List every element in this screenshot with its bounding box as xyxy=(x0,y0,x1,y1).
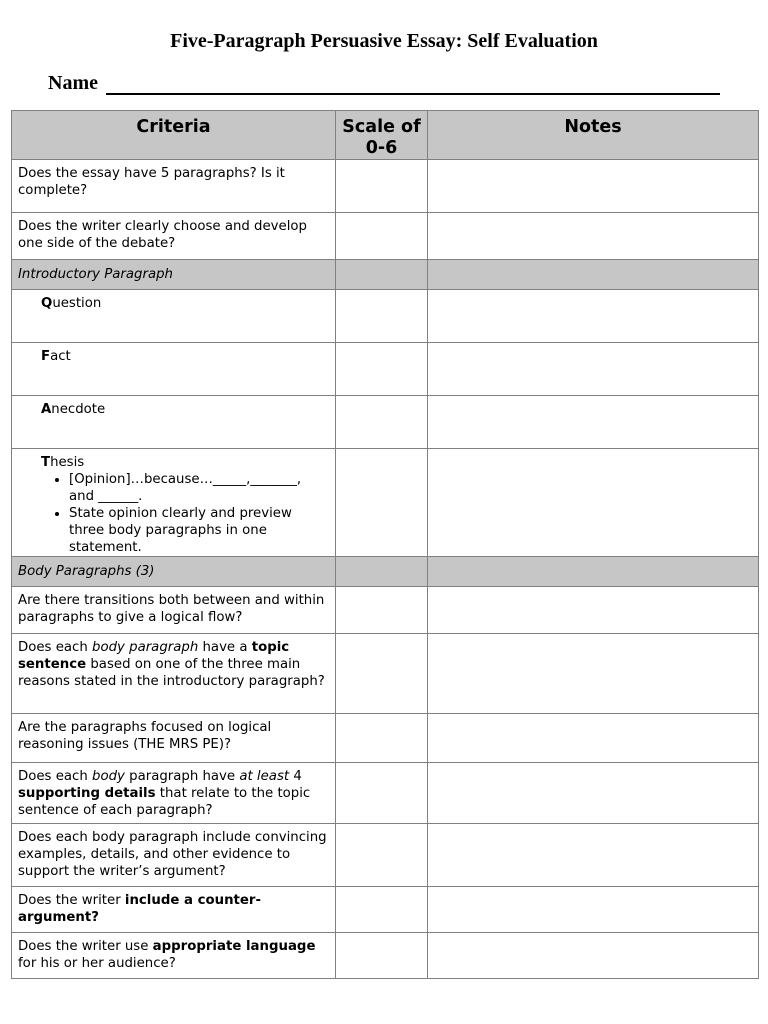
criteria-cell xyxy=(12,290,336,343)
criteria-cell xyxy=(12,396,336,449)
scale-cell[interactable] xyxy=(336,449,428,557)
criteria-text: for his or her audience? xyxy=(18,956,176,971)
list-item: • [Opinion]…because…_____,_______, and ______. xyxy=(69,471,329,505)
notes-cell[interactable] xyxy=(428,396,759,449)
table-row xyxy=(12,933,759,979)
section-notes-cell xyxy=(428,260,759,290)
notes-header: Notes xyxy=(428,111,759,160)
notes-cell[interactable] xyxy=(428,763,759,824)
notes-cell[interactable] xyxy=(428,887,759,933)
section-row-intro xyxy=(12,260,759,290)
list-item: • State opinion clearly and preview three body paragraphs in one statement. xyxy=(69,505,329,556)
section-row-body xyxy=(12,557,759,587)
name-line[interactable] xyxy=(106,93,720,95)
criteria-cell xyxy=(12,887,336,933)
table-row xyxy=(12,887,759,933)
notes-cell[interactable] xyxy=(428,824,759,887)
section-scale-cell xyxy=(336,260,428,290)
notes-cell[interactable] xyxy=(428,587,759,634)
table-row xyxy=(12,343,759,396)
table-row xyxy=(12,213,759,260)
criteria-text: Does each xyxy=(18,640,93,655)
criteria-emphasis: body paragraph xyxy=(92,640,199,655)
section-notes-cell xyxy=(428,557,759,587)
criteria-text: Does each xyxy=(18,769,93,784)
criteria-text: 4 xyxy=(289,769,302,784)
scale-cell[interactable] xyxy=(336,160,428,213)
notes-cell[interactable] xyxy=(428,714,759,763)
scale-cell[interactable] xyxy=(336,824,428,887)
table-row xyxy=(12,634,759,714)
criteria-strong: topic sentence xyxy=(18,640,290,672)
name-field[interactable] xyxy=(48,72,720,96)
criteria-header: Criteria xyxy=(12,111,336,160)
table-row xyxy=(12,160,759,213)
criteria-cell: Are the paragraphs focused on logical reasoning issues (THE MRS PE)? xyxy=(12,714,336,763)
criteria-cell xyxy=(12,634,336,714)
scale-cell[interactable] xyxy=(336,343,428,396)
scale-cell[interactable] xyxy=(336,933,428,979)
table-row xyxy=(12,449,759,557)
criteria-cell: Does each body paragraph include convincing examples, details, and other evidence to support the writer’s argument? xyxy=(12,824,336,887)
name-label: Name xyxy=(48,72,98,94)
table-row xyxy=(12,763,759,824)
criteria-strong: appropriate language xyxy=(152,939,316,954)
criteria-text: Does the writer xyxy=(18,893,125,908)
scale-cell[interactable] xyxy=(336,634,428,714)
criteria-cell xyxy=(12,343,336,396)
section-scale-cell xyxy=(336,557,428,587)
criteria-cell xyxy=(12,933,336,979)
section-label: Introductory Paragraph xyxy=(12,260,336,290)
scale-cell[interactable] xyxy=(336,887,428,933)
initial-letter: T xyxy=(41,455,51,470)
notes-cell[interactable] xyxy=(428,160,759,213)
table-row xyxy=(12,290,759,343)
criteria-text: Does the writer use xyxy=(18,939,153,954)
initial-letter: F xyxy=(41,349,51,364)
scale-cell[interactable] xyxy=(336,213,428,260)
criteria-strong: include a counter-argument? xyxy=(18,893,261,925)
notes-cell[interactable] xyxy=(428,933,759,979)
scale-cell[interactable] xyxy=(336,396,428,449)
criteria-text: necdote xyxy=(51,402,106,417)
evaluation-table xyxy=(11,110,759,979)
criteria-emphasis: at least xyxy=(239,769,290,784)
criteria-text: paragraph have xyxy=(124,769,240,784)
criteria-cell: Does the writer clearly choose and develop one side of the debate? xyxy=(12,213,336,260)
scale-cell[interactable] xyxy=(336,763,428,824)
notes-cell[interactable] xyxy=(428,343,759,396)
notes-cell[interactable] xyxy=(428,449,759,557)
criteria-strong: supporting details xyxy=(18,786,156,801)
criteria-emphasis: body xyxy=(92,769,125,784)
table-row xyxy=(12,396,759,449)
scale-header: Scale of 0-6 xyxy=(336,111,428,160)
notes-cell[interactable] xyxy=(428,290,759,343)
initial-letter: A xyxy=(41,402,52,417)
criteria-text: that relate to the topic sentence of each paragraph? xyxy=(18,786,311,818)
scale-cell[interactable] xyxy=(336,587,428,634)
criteria-cell: Are there transitions both between and within paragraphs to give a logical flow? xyxy=(12,587,336,634)
notes-cell[interactable] xyxy=(428,634,759,714)
criteria-cell: Does the essay have 5 paragraphs? Is it complete? xyxy=(12,160,336,213)
page-title: Five-Paragraph Persuasive Essay: Self Evaluation xyxy=(170,30,598,52)
criteria-text: uestion xyxy=(52,296,102,311)
header-row xyxy=(12,111,759,160)
section-label: Body Paragraphs (3) xyxy=(12,557,336,587)
table-row xyxy=(12,587,759,634)
criteria-text: have a xyxy=(198,640,252,655)
criteria-text: hesis xyxy=(50,455,85,470)
table-row xyxy=(12,824,759,887)
table-row xyxy=(12,714,759,763)
thesis-bullet-list xyxy=(41,471,329,556)
criteria-cell xyxy=(12,763,336,824)
criteria-cell xyxy=(12,449,336,557)
notes-cell[interactable] xyxy=(428,213,759,260)
criteria-text: based on one of the three main reasons stated in the introductory paragraph? xyxy=(18,657,325,689)
criteria-text: act xyxy=(50,349,71,364)
scale-cell[interactable] xyxy=(336,714,428,763)
scale-cell[interactable] xyxy=(336,290,428,343)
initial-letter: Q xyxy=(41,296,53,311)
